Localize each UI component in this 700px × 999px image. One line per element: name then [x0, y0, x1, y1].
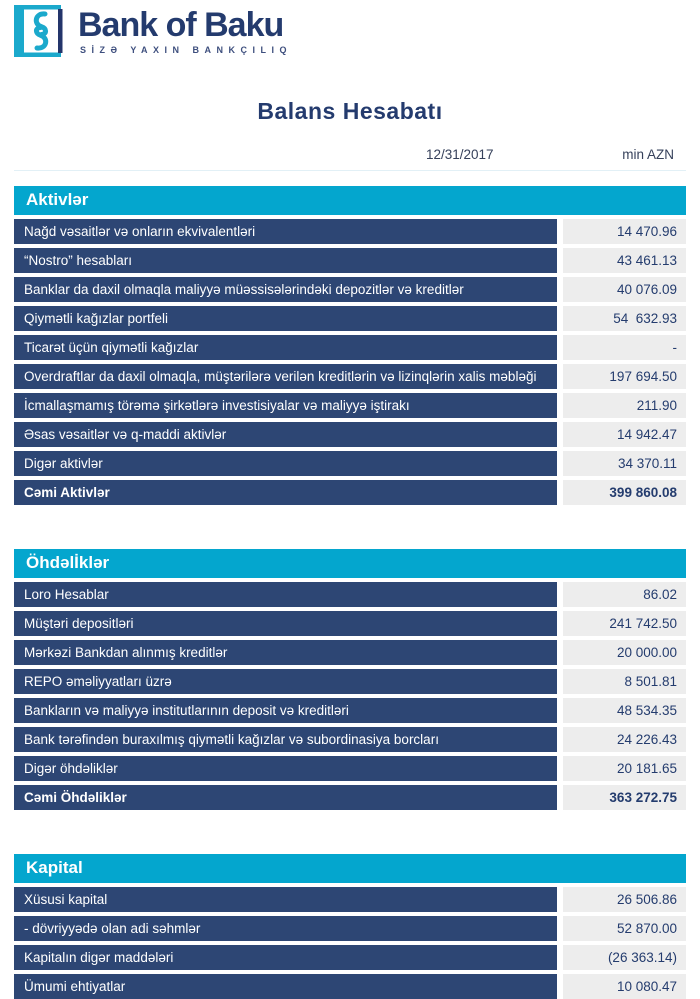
- row-label: Cəmi Öhdəliklər: [14, 785, 557, 810]
- table-row: [14, 640, 686, 665]
- row-label: Qiymətli kağızlar portfeli: [14, 306, 557, 331]
- row-label: Əsas vəsaitlər və q-maddi aktivlər: [14, 422, 557, 447]
- table-row: [14, 277, 686, 302]
- report-date: 12/31/2017: [426, 147, 494, 162]
- table-row: [14, 480, 686, 505]
- table-row: [14, 219, 686, 244]
- row-value: 20 000.00: [563, 640, 686, 665]
- table-row: [14, 306, 686, 331]
- row-label: Loro Hesablar: [14, 582, 557, 607]
- row-value: 211.90: [563, 393, 686, 418]
- row-label: Ticarət üçün qiymətli kağızlar: [14, 335, 557, 360]
- row-value: 20 181.65: [563, 756, 686, 781]
- table-row: [14, 698, 686, 723]
- table-row: [14, 669, 686, 694]
- row-label: Ümumi ehtiyatlar: [14, 974, 557, 999]
- statement-section: [14, 854, 686, 999]
- table-row: [14, 451, 686, 476]
- row-label: Cəmi Aktivlər: [14, 480, 557, 505]
- bank-logo: [14, 0, 686, 60]
- table-row: [14, 364, 686, 389]
- row-value: (26 363.14): [563, 945, 686, 970]
- section-header: Aktivlər: [14, 186, 686, 215]
- table-row: [14, 393, 686, 418]
- bank-tagline: SİZƏ YAXIN BANKÇILIQ: [80, 45, 293, 55]
- section-header: Kapital: [14, 854, 686, 883]
- row-value: 8 501.81: [563, 669, 686, 694]
- table-row: [14, 248, 686, 273]
- row-label: Overdraftlar da daxil olmaqla, müştərilərə verilən kreditlərin və lizinqlərin xalis məbləği: [14, 364, 557, 389]
- row-value: 241 742.50: [563, 611, 686, 636]
- row-value: 14 470.96: [563, 219, 686, 244]
- table-row: [14, 887, 686, 912]
- section-rows: [14, 582, 686, 810]
- row-value: 197 694.50: [563, 364, 686, 389]
- table-row: [14, 727, 686, 752]
- statement-section: [14, 186, 686, 505]
- row-value: 54 632.93: [563, 306, 686, 331]
- table-row: [14, 582, 686, 607]
- row-value: 43 461.13: [563, 248, 686, 273]
- page-title: Balans Hesabatı: [257, 98, 443, 124]
- table-row: [14, 974, 686, 999]
- section-rows: [14, 219, 686, 505]
- row-label: Müştəri depositləri: [14, 611, 557, 636]
- row-label: Bankların və maliyyə institutlarının deposit və kreditləri: [14, 698, 557, 723]
- sections: [14, 186, 686, 999]
- row-label: “Nostro” hesabları: [14, 248, 557, 273]
- row-value: 40 076.09: [563, 277, 686, 302]
- row-label: Xüsusi kapital: [14, 887, 557, 912]
- table-row: [14, 422, 686, 447]
- row-label: Mərkəzi Bankdan alınmış kreditlər: [14, 640, 557, 665]
- row-label: Digər aktivlər: [14, 451, 557, 476]
- bank-name: Bank of Baku: [78, 6, 284, 44]
- section-rows: [14, 887, 686, 999]
- row-value: 363 272.75: [563, 785, 686, 810]
- table-row: [14, 916, 686, 941]
- table-row: [14, 945, 686, 970]
- row-value: 86.02: [563, 582, 686, 607]
- row-label: Digər öhdəliklər: [14, 756, 557, 781]
- table-row: [14, 611, 686, 636]
- bank-wordmark: [78, 5, 292, 55]
- section-header: Öhdəlİklər: [14, 549, 686, 578]
- row-label: Kapitalın digər maddələri: [14, 945, 557, 970]
- row-value: -: [563, 335, 686, 360]
- row-label: - dövriyyədə olan adi səhmlər: [14, 916, 557, 941]
- statement-section: [14, 549, 686, 810]
- row-label: REPO əməliyyatları üzrə: [14, 669, 557, 694]
- row-value: 52 870.00: [563, 916, 686, 941]
- row-label: Bank tərəfindən buraxılmış qiymətli kağızlar və subordinasiya borcları: [14, 727, 557, 752]
- row-value: 34 370.11: [563, 451, 686, 476]
- table-row: [14, 785, 686, 810]
- table-row: [14, 335, 686, 360]
- table-row: [14, 756, 686, 781]
- row-value: 24 226.43: [563, 727, 686, 752]
- row-label: İcmallaşmamış törəmə şirkətlərə investisiyalar və maliyyə iştirakı: [14, 393, 557, 418]
- bank-of-baku-logo-icon: [14, 5, 66, 62]
- row-value: 26 506.86: [563, 887, 686, 912]
- row-label: Nağd vəsaitlər və onların ekvivalentləri: [14, 219, 557, 244]
- row-value: 399 860.08: [563, 480, 686, 505]
- report-unit: min AZN: [622, 147, 674, 162]
- row-value: 14 942.47: [563, 422, 686, 447]
- report-meta: [14, 147, 686, 171]
- row-label: Banklar da daxil olmaqla maliyyə müəssisələrindəki depozitlər və kreditlər: [14, 277, 557, 302]
- row-value: 10 080.47: [563, 974, 686, 999]
- row-value: 48 534.35: [563, 698, 686, 723]
